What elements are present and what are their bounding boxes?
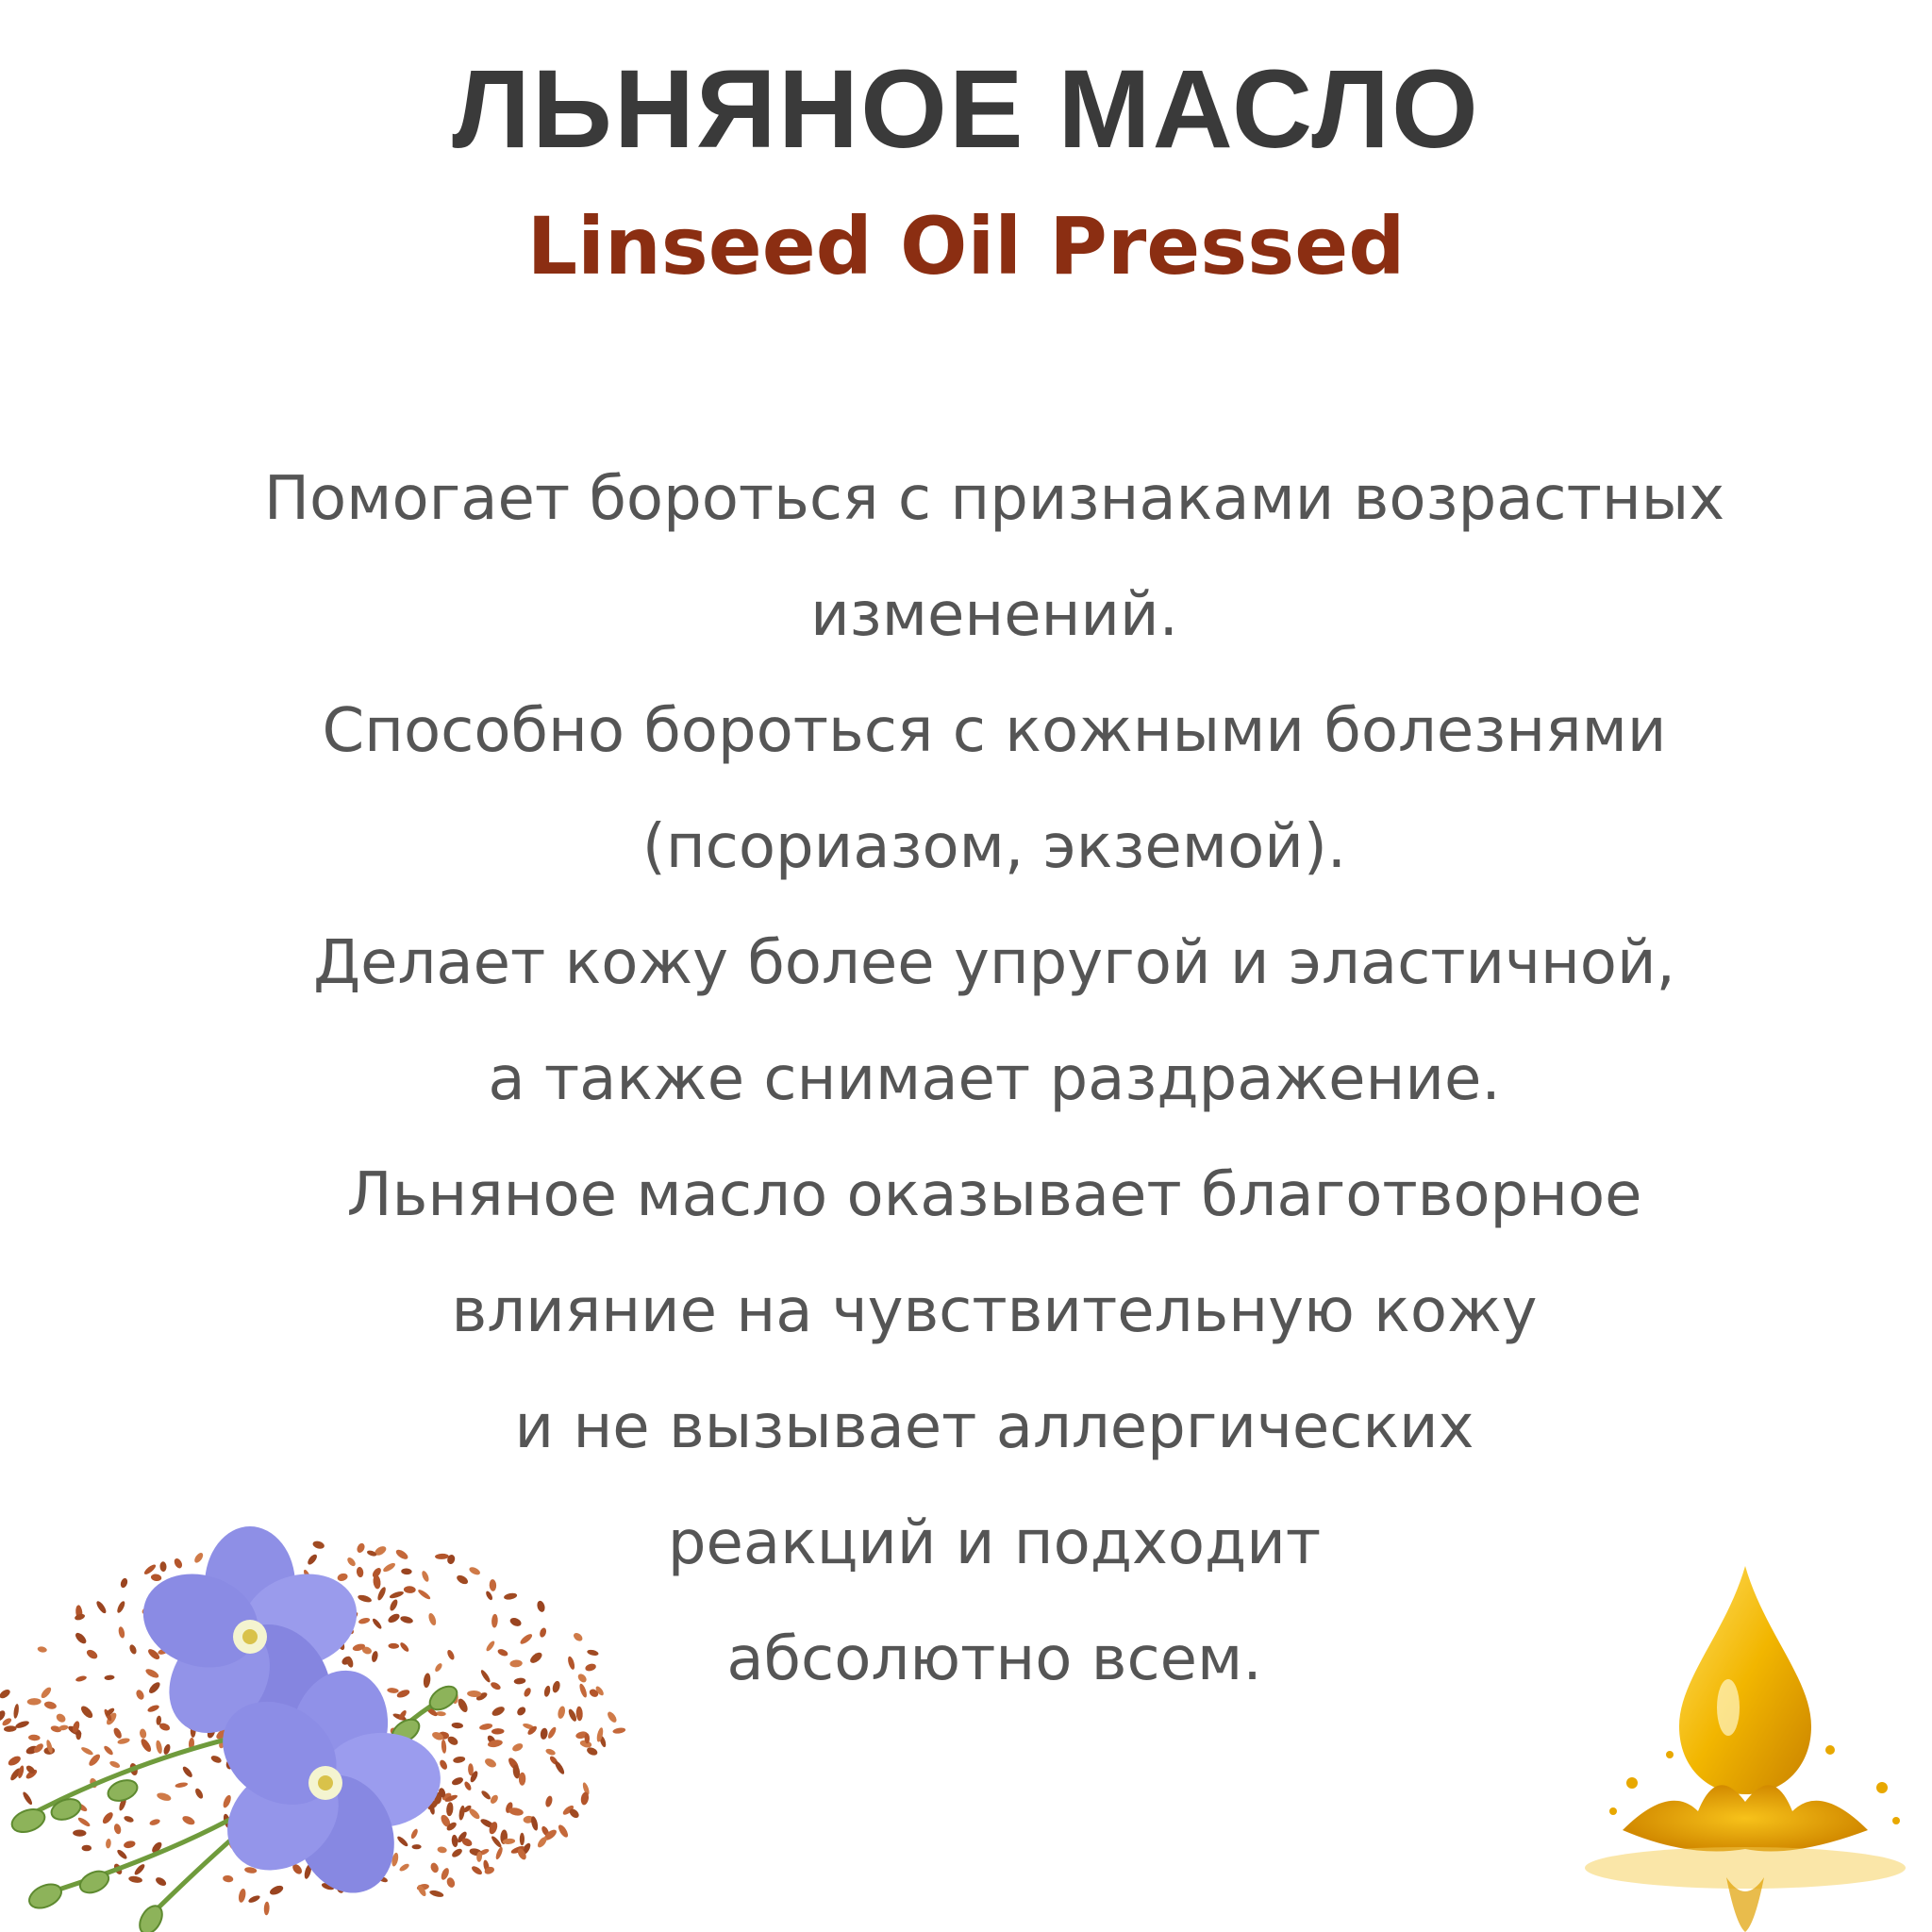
flax-seed bbox=[75, 1674, 88, 1682]
flax-seed bbox=[587, 1649, 599, 1657]
flax-seed bbox=[536, 1600, 546, 1613]
description-line: и не вызывает аллергических bbox=[514, 1392, 1474, 1462]
flax-seed bbox=[139, 1738, 153, 1754]
flax-seed bbox=[371, 1650, 379, 1662]
flax-seed bbox=[222, 1794, 233, 1809]
flax-seed bbox=[73, 1829, 87, 1836]
flax-seed bbox=[159, 1561, 167, 1572]
description-line: (псориазом, экземой). bbox=[641, 812, 1347, 882]
flax-seed bbox=[557, 1706, 566, 1720]
flax-seed bbox=[446, 1649, 456, 1661]
flax-seed bbox=[112, 1726, 124, 1740]
flax-seed bbox=[123, 1815, 134, 1824]
flax-seed bbox=[4, 1725, 17, 1732]
flax-seed bbox=[113, 1823, 123, 1835]
flax-seed bbox=[451, 1835, 458, 1848]
flax-seed bbox=[155, 1875, 168, 1888]
flax-seed bbox=[79, 1704, 94, 1720]
description-line: абсолютно всем. bbox=[726, 1624, 1262, 1694]
flax-seed bbox=[554, 1759, 566, 1775]
flax-seed bbox=[74, 1631, 88, 1645]
flax-seed bbox=[146, 1647, 161, 1661]
flax-seed bbox=[80, 1746, 94, 1757]
flax-seed bbox=[451, 1776, 464, 1787]
flax-seed bbox=[519, 1632, 534, 1645]
flax-seed bbox=[453, 1756, 466, 1764]
flax-seed bbox=[480, 1790, 491, 1801]
flax-seed bbox=[193, 1787, 204, 1799]
flax-seed bbox=[572, 1631, 584, 1642]
flax-flowers-and-seeds-image bbox=[0, 1415, 660, 1932]
flax-seed bbox=[358, 1617, 370, 1625]
flax-seed bbox=[427, 1612, 438, 1626]
flax-seed bbox=[101, 1810, 115, 1825]
flax-seed bbox=[411, 1844, 421, 1849]
flax-seed bbox=[485, 1640, 496, 1652]
flax-seed bbox=[85, 1648, 99, 1661]
flax-seed bbox=[128, 1875, 143, 1884]
flax-seed bbox=[446, 1802, 454, 1817]
flax-seed bbox=[223, 1874, 234, 1883]
flax-seed bbox=[421, 1570, 430, 1583]
flax-seed bbox=[357, 1593, 372, 1604]
flax-seed bbox=[606, 1710, 618, 1724]
flax-seed bbox=[238, 1888, 247, 1903]
flax-seed bbox=[451, 1847, 464, 1858]
flax-seed bbox=[575, 1707, 583, 1722]
flax-seed bbox=[508, 1616, 523, 1627]
flax-seed bbox=[551, 1680, 561, 1693]
flax-seed bbox=[22, 1790, 34, 1806]
flax-seed bbox=[175, 1782, 188, 1789]
flax-seed bbox=[523, 1687, 532, 1698]
flax-seed bbox=[269, 1884, 285, 1897]
flax-seed bbox=[400, 1615, 414, 1624]
description-line: реакций и подходит bbox=[667, 1508, 1322, 1578]
flax-seed bbox=[490, 1681, 502, 1691]
description-line: Льняное масло оказывает благотворное bbox=[346, 1160, 1642, 1230]
flax-seed bbox=[439, 1758, 449, 1771]
flax-seed bbox=[394, 1548, 409, 1561]
flax-seed bbox=[456, 1574, 470, 1586]
flax-seed bbox=[388, 1643, 399, 1649]
flax-seed bbox=[494, 1846, 504, 1860]
flax-seed bbox=[491, 1614, 498, 1628]
flax-seed bbox=[192, 1551, 205, 1564]
flax-seed bbox=[247, 1894, 260, 1905]
flax-seed bbox=[346, 1556, 358, 1567]
flax-seed bbox=[396, 1835, 409, 1848]
flax-seed bbox=[483, 1757, 497, 1769]
flax-seed bbox=[27, 1698, 42, 1706]
flax-seed bbox=[87, 1753, 102, 1768]
flax-seed bbox=[116, 1848, 128, 1860]
flax-seed bbox=[485, 1591, 494, 1602]
flax-seed bbox=[149, 1818, 161, 1826]
flax-seed bbox=[371, 1617, 382, 1629]
flax-seed bbox=[146, 1704, 159, 1713]
flax-seed bbox=[586, 1746, 599, 1757]
flax-seed bbox=[387, 1612, 401, 1624]
flax-seed bbox=[441, 1740, 446, 1754]
flax-seed bbox=[437, 1846, 447, 1854]
flax-seed bbox=[417, 1589, 432, 1601]
flax-seed bbox=[404, 1586, 416, 1593]
flax-seed bbox=[468, 1566, 481, 1576]
flax-seed bbox=[389, 1598, 399, 1611]
flax-seed bbox=[479, 1669, 491, 1684]
flax-seed bbox=[156, 1791, 172, 1803]
flax-seed bbox=[612, 1727, 626, 1735]
flax-seed bbox=[497, 1648, 509, 1657]
flax-seed bbox=[387, 1688, 399, 1694]
description-line: а также снимает раздражение. bbox=[488, 1044, 1501, 1114]
flax-seed bbox=[429, 1861, 440, 1874]
flax-seed bbox=[173, 1557, 184, 1570]
flax-seed bbox=[7, 1755, 22, 1768]
page-title: ЛЬНЯНОЕ МАСЛО bbox=[452, 47, 1480, 172]
flax-seed bbox=[263, 1902, 270, 1916]
flax-seed bbox=[576, 1673, 588, 1684]
flax-seed bbox=[578, 1683, 589, 1699]
flax-seed bbox=[509, 1659, 523, 1668]
flax-seed bbox=[409, 1828, 419, 1840]
flax-seed bbox=[144, 1667, 160, 1679]
flax-seed bbox=[489, 1579, 496, 1591]
flax-seed bbox=[14, 1720, 29, 1730]
description-line: Помогает бороться с признаками возрастных bbox=[263, 464, 1725, 534]
flax-seed bbox=[436, 1711, 446, 1717]
flax-seed bbox=[491, 1705, 506, 1718]
flax-seed bbox=[544, 1795, 554, 1807]
oil-splash bbox=[1623, 1785, 1868, 1851]
flax-seed bbox=[401, 1568, 412, 1574]
flax-seed bbox=[429, 1890, 444, 1899]
flax-seed bbox=[108, 1759, 121, 1769]
flax-seed bbox=[356, 1542, 366, 1555]
flax-seed bbox=[445, 1876, 457, 1889]
description-line: Делает кожу более упругой и эластичной, bbox=[313, 928, 1675, 998]
flax-seed bbox=[118, 1626, 125, 1639]
flax-seed bbox=[557, 1824, 570, 1839]
oil-drop bbox=[1679, 1566, 1811, 1794]
flax-seed bbox=[434, 1662, 443, 1673]
flax-seed bbox=[210, 1755, 223, 1765]
description-line: Способно бороться с кожными болезнями bbox=[322, 696, 1667, 766]
flax-seed bbox=[55, 1712, 67, 1724]
flax-seed bbox=[528, 1651, 543, 1665]
flax-seed bbox=[356, 1566, 364, 1577]
page-subtitle: Linseed Oil Pressed bbox=[526, 200, 1406, 292]
flax-seed bbox=[43, 1700, 58, 1710]
flax-seed bbox=[77, 1816, 92, 1828]
flax-seed bbox=[142, 1563, 157, 1576]
flax-seed bbox=[471, 1865, 484, 1876]
flax-seed bbox=[515, 1706, 527, 1718]
flax-seed bbox=[155, 1740, 163, 1754]
flax-seed bbox=[106, 1839, 112, 1849]
flax-seed bbox=[28, 1734, 41, 1740]
flax-seed bbox=[82, 1845, 92, 1852]
flax-seed bbox=[104, 1674, 114, 1680]
flax-seed bbox=[312, 1540, 325, 1550]
flax-seed bbox=[13, 1704, 20, 1719]
flax-seed bbox=[489, 1793, 499, 1805]
flax-seed bbox=[463, 1780, 473, 1791]
description-line: влияние на чувствительную кожу bbox=[451, 1276, 1538, 1346]
flax-seed bbox=[513, 1677, 525, 1685]
flax-seed bbox=[399, 1641, 410, 1654]
flax-seed bbox=[40, 1686, 53, 1700]
flax-seed bbox=[337, 1573, 349, 1583]
flax-seed bbox=[511, 1741, 525, 1753]
flax-seed bbox=[123, 1840, 136, 1849]
flax-seed bbox=[546, 1726, 558, 1740]
flax-seed bbox=[435, 1554, 449, 1560]
flax-seed bbox=[128, 1643, 138, 1655]
flax-seed bbox=[539, 1627, 547, 1639]
flax-seed bbox=[456, 1697, 469, 1714]
flax-seed bbox=[135, 1689, 146, 1701]
flax-seed bbox=[479, 1723, 493, 1731]
flax-seed bbox=[398, 1862, 410, 1873]
flax-seed bbox=[389, 1590, 405, 1599]
flax-seed bbox=[540, 1727, 548, 1740]
flax-seed bbox=[116, 1600, 126, 1614]
flax-seed bbox=[95, 1600, 108, 1615]
flax-seed bbox=[458, 1805, 466, 1820]
flax-seed bbox=[103, 1744, 114, 1756]
flax-seed bbox=[37, 1646, 47, 1654]
flax-seed bbox=[147, 1680, 161, 1695]
flax-seed bbox=[423, 1673, 431, 1688]
flax-seed bbox=[520, 1833, 525, 1845]
flax-seed bbox=[139, 1728, 147, 1740]
flax-seed bbox=[451, 1722, 463, 1728]
flax-seed bbox=[306, 1553, 318, 1566]
flax-seed bbox=[120, 1577, 129, 1589]
flax-seed bbox=[567, 1656, 576, 1671]
flax-seed bbox=[181, 1765, 193, 1778]
flax-seed bbox=[545, 1748, 557, 1757]
flax-seed bbox=[0, 1688, 11, 1700]
flax-seed bbox=[584, 1662, 596, 1672]
flax-seed bbox=[543, 1685, 551, 1697]
flax-seed bbox=[491, 1728, 505, 1735]
flax-seed bbox=[181, 1814, 196, 1826]
flax-seed bbox=[504, 1592, 518, 1601]
flax-seed bbox=[150, 1574, 161, 1582]
description-line: изменений. bbox=[810, 580, 1178, 650]
oil-drop-splash-image bbox=[1509, 1547, 1932, 1932]
flax-seed bbox=[382, 1561, 397, 1574]
